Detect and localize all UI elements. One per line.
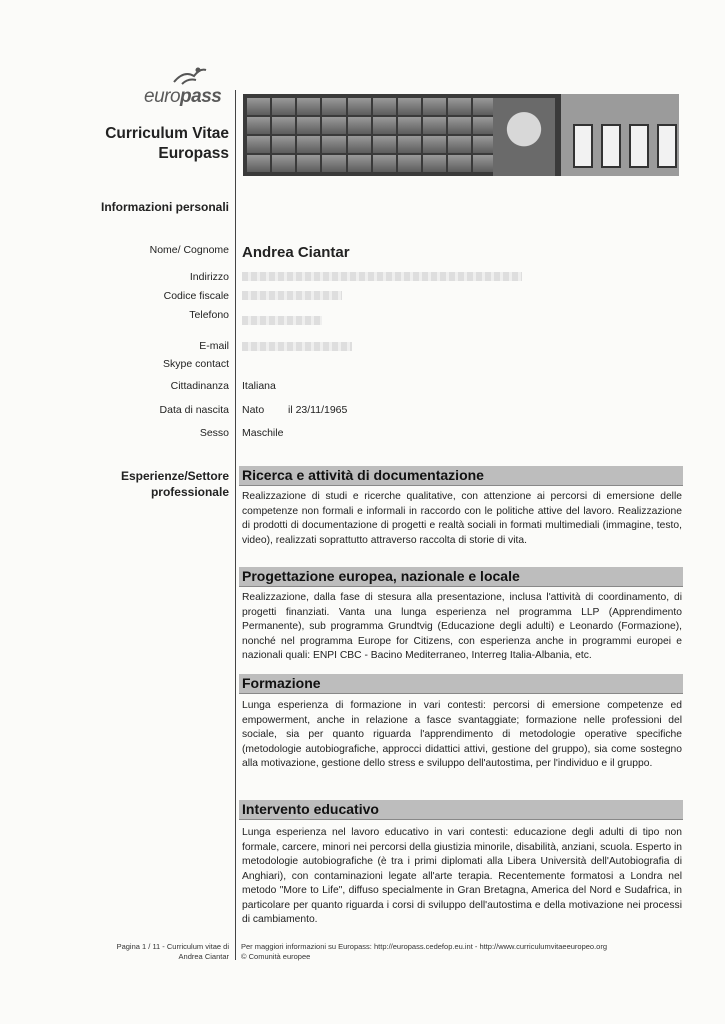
email-redacted <box>242 342 352 351</box>
header-banner-image <box>243 94 679 176</box>
building-photo <box>561 94 679 176</box>
experience-heading: Esperienze/Settore professionale <box>120 469 229 499</box>
page-number: Pagina 1 / 11 - Curriculum vitae di Andrea Ciantar <box>116 942 229 961</box>
section-bar-planning <box>239 567 683 587</box>
page-title: Curriculum Vitae Europass <box>105 125 229 162</box>
address-redacted <box>242 272 522 281</box>
birth-date-value: il 23/11/1965 <box>288 404 348 416</box>
section-bar-research <box>239 466 683 486</box>
paragraph-research: Realizzazione di studi e ricerche qualitative, con attenzione ai percorsi di emersione delle competenze non formali e informali in raccordo con le politiche attive del lavoro. Realizzazione di prodotti di documentazione di progetti e realtà sociali in formati multimediali (immagine, testo, video), realizzati soprattutto attraverso raccolta di storie di vita. <box>242 491 682 546</box>
section-title-research: Ricerca e attività di documentazione <box>242 467 484 483</box>
europass-logo <box>138 68 238 108</box>
paragraph-training: Lunga esperienza di formazione in vari contesti: percorsi di emersione competenze ed empowerment, anche in relazione a fasce svantaggiate; formazione nelle professioni del sociale, sia per quanto riguarda l'apprendimento di metodologie operative specifiche (metodologie autobiografiche, approcci didattici attivi, gestione del gruppo), sia come sostegno alla motivazione, gestione dello stress e sviluppo dell'autostima, per l'individuo e il gruppo. <box>242 700 682 769</box>
section-bar-education <box>239 800 683 820</box>
logo-wordmark: europass <box>144 86 222 107</box>
name-value: Andrea Ciantar <box>242 244 350 261</box>
paragraph-education: Lunga esperienza nel lavoro educativo in vari contesti: educazione degli adulti di tipo non formale, carcere, minori nei percorsi della giustizia minorile, disabilità, anziani, scuola. Esperto in metodologie autobiografiche (è tra i primi diplomati alla Libera Università dell'Autobiografia di Anghiari), con contaminazioni legate all'arte terapia. Recentemente formatosi a Londra nel metodo "More to Life", diffuso specialmente in Gran Bretagna, America del Nord e Sudafrica, in particolare per quanto riguarda i corsi di sviluppo dell'autostima e della motivazione nei processi di cambiamento. <box>242 827 682 925</box>
phone-label: Telefono <box>189 309 229 321</box>
personal-info-heading: Informazioni personali <box>100 200 229 214</box>
address-label: Indirizzo <box>189 271 229 283</box>
paragraph-planning: Realizzazione, dalla fase di stesura alla presentazione, inclusa l'attività di coordinamento, di progetti finanziati. Vanta una lunga esperienza nel programma LLP (Apprendimento Permanente), sub programma Grundtvig (Educazione degli adulti) e Leonardo (Formazione), nonché nel programma Europe for Citizens, con esperienza anche in programmi europei e nazionali quali: ENPI CBC - Bacino Mediterraneo, Interreg Italia-Albania, etc. <box>242 592 682 661</box>
birth-date-label: Data di nascita <box>159 404 229 416</box>
section-title-planning: Progettazione europea, nazionale e locale <box>242 568 520 584</box>
sex-label: Sesso <box>199 427 229 439</box>
skype-label: Skype contact <box>163 358 229 370</box>
section-bar-training <box>239 674 683 694</box>
citizenship-label: Cittadinanza <box>170 380 229 392</box>
column-divider <box>235 90 236 960</box>
section-title-education: Intervento educativo <box>242 801 379 817</box>
birth-date-prefix: Nato <box>242 404 265 416</box>
portrait-photo <box>493 98 555 176</box>
phone-redacted <box>242 316 322 325</box>
sex-value: Maschile <box>242 427 284 439</box>
email-label: E-mail <box>199 340 229 352</box>
citizenship-value: Italiana <box>242 380 276 392</box>
tax-code-redacted <box>242 291 342 300</box>
footer-info: Per maggiori informazioni su Europass: http://europass.cedefop.eu.int - http://www.curriculumvitaeeuropeo.org © Comunità europee <box>241 942 608 961</box>
tax-code-label: Codice fiscale <box>163 290 229 302</box>
figure-logo-icon <box>168 66 208 88</box>
section-title-training: Formazione <box>242 675 321 691</box>
name-label: Nome/ Cognome <box>149 244 229 256</box>
